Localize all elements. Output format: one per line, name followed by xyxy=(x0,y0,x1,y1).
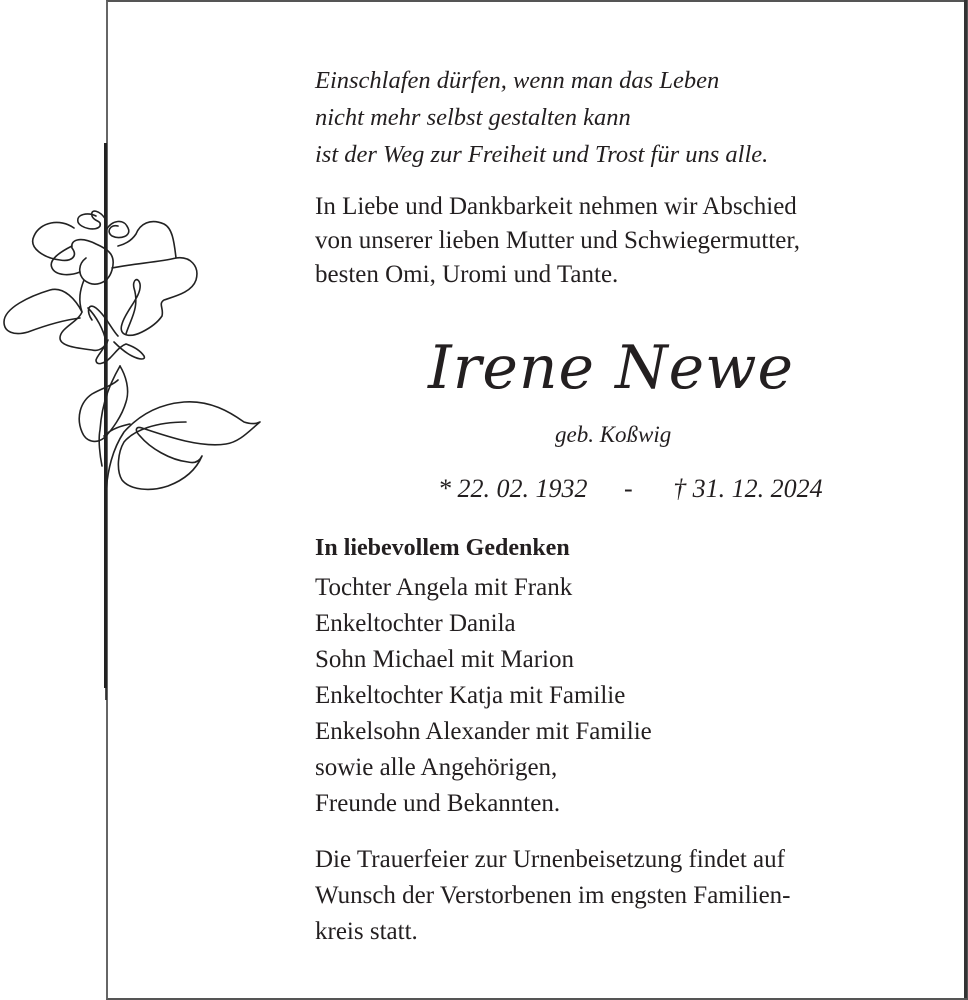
mourner-line: Freunde und Bekannten. xyxy=(315,790,561,817)
mourner-line: sowie alle Angehörigen, xyxy=(315,754,558,781)
frame-right-edge xyxy=(964,0,967,998)
mourner-line: Enkelsohn Alexander mit Familie xyxy=(315,718,652,745)
motto-line: ist der Weg zur Freiheit und Trost für uns alle. xyxy=(315,141,769,168)
intro-line: In Liebe und Dankbarkeit nehmen wir Abschied xyxy=(315,193,797,220)
intro-line: besten Omi, Uromi und Tante. xyxy=(315,261,619,288)
life-dates xyxy=(438,474,823,504)
birth-name: geb. Koßwig xyxy=(555,422,672,447)
mourner-line: Enkeltochter Danila xyxy=(315,610,516,637)
notice-line: Die Trauerfeier zur Urnenbeisetzung findet auf xyxy=(315,846,785,873)
birth-date: * 22. 02. 1932 xyxy=(438,474,588,503)
rose-line-art-icon xyxy=(0,140,270,700)
date-separator: - xyxy=(624,474,633,503)
notice-line: kreis statt. xyxy=(315,918,418,945)
mourners-list xyxy=(315,570,652,822)
mourner-line: Enkeltochter Katja mit Familie xyxy=(315,682,626,709)
mourners-heading: In liebevollem Gedenken xyxy=(315,535,570,561)
death-date: † 31. 12. 2024 xyxy=(673,474,823,503)
funeral-notice xyxy=(315,842,791,950)
intro-text xyxy=(315,190,800,292)
deceased-name: Irene Newe xyxy=(428,333,794,403)
motto-line: Einschlafen dürfen, wenn man das Leben xyxy=(315,67,720,94)
mourner-line: Tochter Angela mit Frank xyxy=(315,574,573,601)
motto-quote xyxy=(315,62,768,173)
intro-line: von unserer lieben Mutter und Schwiegermutter, xyxy=(315,227,800,254)
motto-line: nicht mehr selbst gestalten kann xyxy=(315,104,631,131)
notice-line: Wunsch der Verstorbenen im engsten Familien- xyxy=(315,882,791,909)
mourner-line: Sohn Michael mit Marion xyxy=(315,646,574,673)
